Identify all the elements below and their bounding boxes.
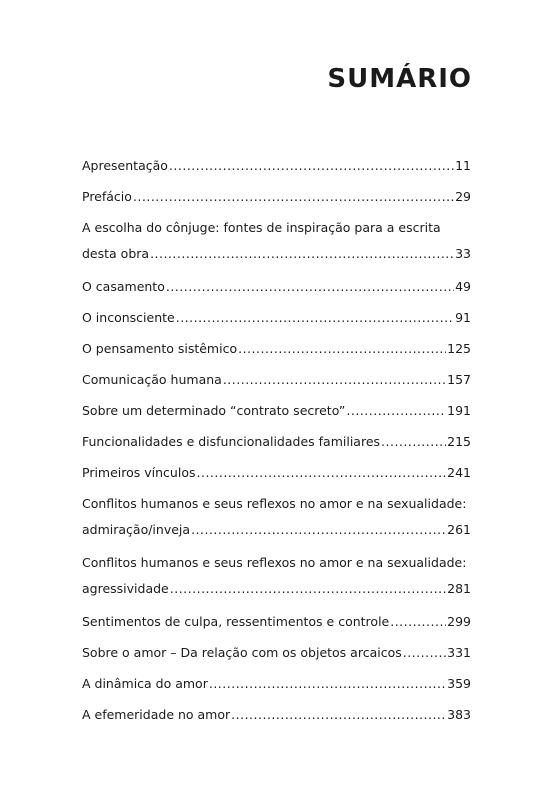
toc-entry-page-number: 241 xyxy=(447,465,471,480)
toc-entry-title-line: A escolha do cônjuge: fontes de inspiração para a escrita xyxy=(82,220,441,235)
dot-leader xyxy=(238,336,446,361)
toc-entry-line xyxy=(82,702,471,727)
toc-entry xyxy=(82,367,471,398)
toc-entry-line xyxy=(82,305,471,330)
dot-leader xyxy=(381,429,446,454)
toc-entry-line xyxy=(82,274,471,299)
toc-entry-title: Prefácio xyxy=(82,189,132,204)
dot-leader xyxy=(197,460,447,485)
toc-entry-title-line: Conflitos humanos e seus reflexos no amor e na sexualidade: xyxy=(82,555,467,570)
toc-entry-page-number: 29 xyxy=(455,189,471,204)
toc-entry-page-number: 91 xyxy=(455,310,471,325)
toc-entry-title: O inconsciente xyxy=(82,310,175,325)
toc-entry-title-line: Conflitos humanos e seus reflexos no amor e na sexualidade: xyxy=(82,496,467,511)
toc-entry xyxy=(82,702,471,733)
toc-entry-title: agressividade xyxy=(82,581,169,596)
toc-entry xyxy=(82,215,471,274)
toc-entry-line xyxy=(82,398,471,423)
toc-entry-line xyxy=(82,367,471,392)
dot-leader xyxy=(133,184,454,209)
dot-leader xyxy=(176,305,454,330)
toc-entry xyxy=(82,640,471,671)
toc-entry-line xyxy=(82,241,471,266)
toc-entry xyxy=(82,336,471,367)
toc-entry-line xyxy=(82,640,471,665)
toc-entry-page-number: 261 xyxy=(447,522,471,537)
toc-entry-page-number: 331 xyxy=(447,645,471,660)
toc-entry xyxy=(82,398,471,429)
toc-entry-title: O casamento xyxy=(82,279,165,294)
toc-entry-title: Sobre um determinado “contrato secreto” xyxy=(82,403,346,418)
toc-entry-line xyxy=(82,517,471,542)
toc-entry xyxy=(82,153,471,184)
toc-entry-page-number: 125 xyxy=(447,341,471,356)
toc-entry xyxy=(82,550,471,609)
toc-entry-page-number: 281 xyxy=(447,581,471,596)
dot-leader xyxy=(166,274,454,299)
toc-entry-line xyxy=(82,336,471,361)
toc-entry-title: O pensamento sistêmico xyxy=(82,341,238,356)
toc-entry-line xyxy=(82,153,471,178)
dot-leader xyxy=(231,702,446,727)
toc-entry-line xyxy=(82,429,471,454)
dot-leader xyxy=(170,576,446,601)
toc-entry-title: desta obra xyxy=(82,246,150,261)
toc-entry-page-number: 299 xyxy=(447,614,471,629)
table-of-contents xyxy=(82,153,471,733)
toc-entry-line xyxy=(82,671,471,696)
toc-entry-line xyxy=(82,609,471,634)
toc-entry xyxy=(82,671,471,702)
toc-entry-title: A efemeridade no amor xyxy=(82,707,231,722)
toc-entry-title: Apresentação xyxy=(82,158,168,173)
toc-entry-page-number: 215 xyxy=(447,434,471,449)
toc-entry-title: Comunicação humana xyxy=(82,372,222,387)
toc-entry-title: admiração/inveja xyxy=(82,522,191,537)
toc-entry xyxy=(82,305,471,336)
toc-entry-page-number: 157 xyxy=(447,372,471,387)
toc-entry-title: Primeiros vínculos xyxy=(82,465,196,480)
toc-entry xyxy=(82,491,471,550)
toc-entry-page-number: 33 xyxy=(455,246,471,261)
toc-entry xyxy=(82,184,471,215)
dot-leader xyxy=(390,609,446,634)
toc-entry xyxy=(82,609,471,640)
toc-entry-title: Funcionalidades e disfuncionalidades familiares xyxy=(82,434,381,449)
toc-entry-line xyxy=(82,460,471,485)
toc-entry-page-number: 49 xyxy=(455,279,471,294)
toc-entry-page-number: 359 xyxy=(447,676,471,691)
dot-leader xyxy=(169,153,454,178)
dot-leader xyxy=(403,640,446,665)
dot-leader xyxy=(223,367,446,392)
dot-leader xyxy=(191,517,446,542)
toc-entry-title: Sentimentos de culpa, ressentimentos e controle xyxy=(82,614,390,629)
toc-entry-page-number: 191 xyxy=(447,403,471,418)
toc-entry-title: Sobre o amor – Da relação com os objetos arcaicos xyxy=(82,645,402,660)
page-title: SUMÁRIO xyxy=(327,64,472,94)
toc-entry-title: A dinâmica do amor xyxy=(82,676,208,691)
toc-entry-page-number: 11 xyxy=(455,158,471,173)
toc-entry-line xyxy=(82,184,471,209)
toc-entry xyxy=(82,429,471,460)
dot-leader xyxy=(346,398,446,423)
toc-entry-line xyxy=(82,576,471,601)
dot-leader xyxy=(209,671,446,696)
toc-entry xyxy=(82,460,471,491)
toc-entry-page-number: 383 xyxy=(447,707,471,722)
dot-leader xyxy=(150,241,454,266)
toc-entry xyxy=(82,274,471,305)
